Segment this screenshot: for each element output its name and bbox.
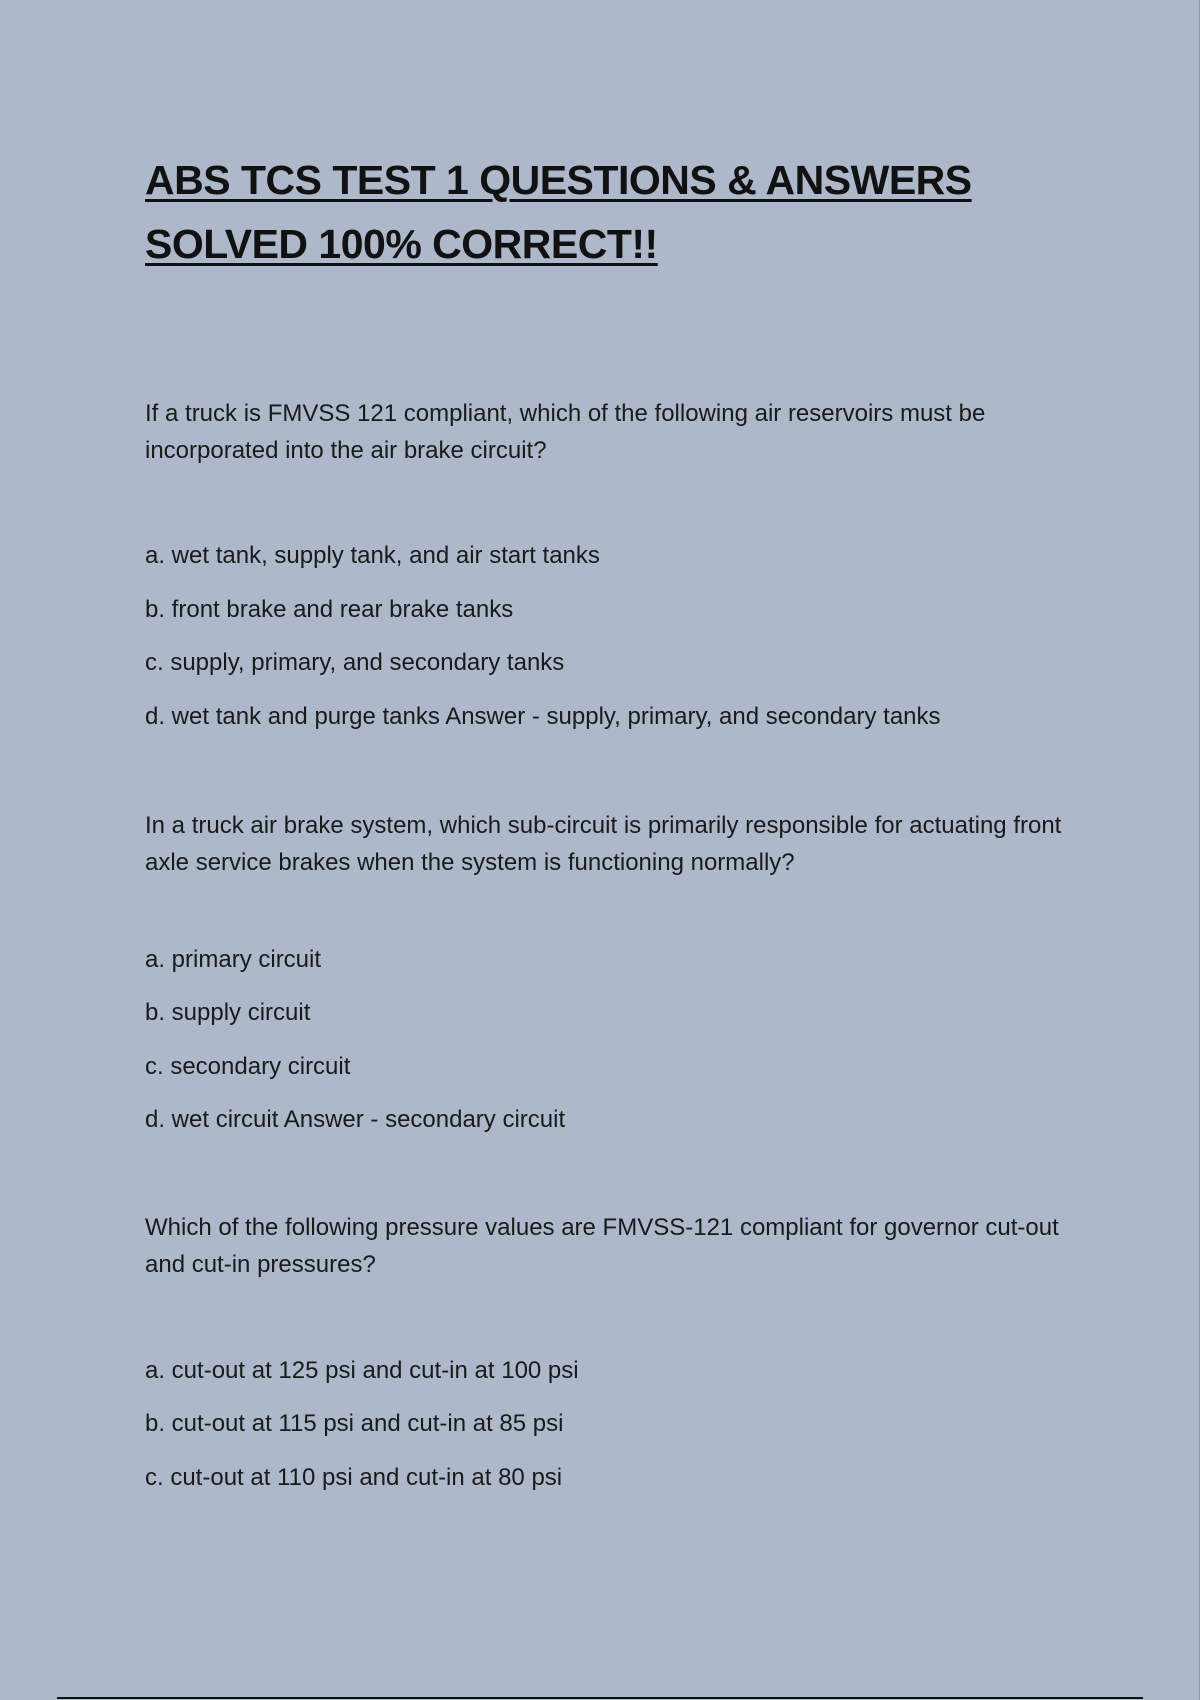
question-3-option-b: b. cut-out at 115 psi and cut-in at 85 psi (145, 1410, 564, 1437)
question-1-text: If a truck is FMVSS 121 compliant, which of the following air reservoirs must be incorporated into the air brake circuit? (145, 400, 986, 464)
question-1-option-d-answer: d. wet tank and purge tanks Answer - supply, primary, and secondary tanks (145, 703, 941, 730)
question-1-option-b: b. front brake and rear brake tanks (145, 596, 514, 623)
question-3-option-c: c. cut-out at 110 psi and cut-in at 80 psi (145, 1464, 563, 1491)
question-3-option-a: a. cut-out at 125 psi and cut-in at 100 psi (145, 1357, 579, 1384)
question-2-option-d-answer: d. wet circuit Answer - secondary circuit (145, 1106, 566, 1133)
question-2-option-c: c. secondary circuit (145, 1053, 351, 1080)
question-2-option-b: b. supply circuit (145, 999, 311, 1026)
question-1-option-a: a. wet tank, supply tank, and air start tanks (145, 542, 600, 569)
title-line-1: ABS TCS TEST 1 QUESTIONS & ANSWERS (145, 157, 972, 203)
question-1-option-c: c. supply, primary, and secondary tanks (145, 649, 565, 676)
question-2-text: In a truck air brake system, which sub-circuit is primarily responsible for actuating front axle service brakes when the system is functioning normally? (145, 812, 1062, 876)
question-3-text: Which of the following pressure values are FMVSS-121 compliant for governor cut-out and cut-in pressures? (145, 1214, 1059, 1278)
page-title (145, 148, 1045, 276)
footer-rule (57, 1697, 1143, 1699)
title-line-2: SOLVED 100% CORRECT!! (145, 221, 658, 267)
question-2-option-a: a. primary circuit (145, 946, 322, 973)
